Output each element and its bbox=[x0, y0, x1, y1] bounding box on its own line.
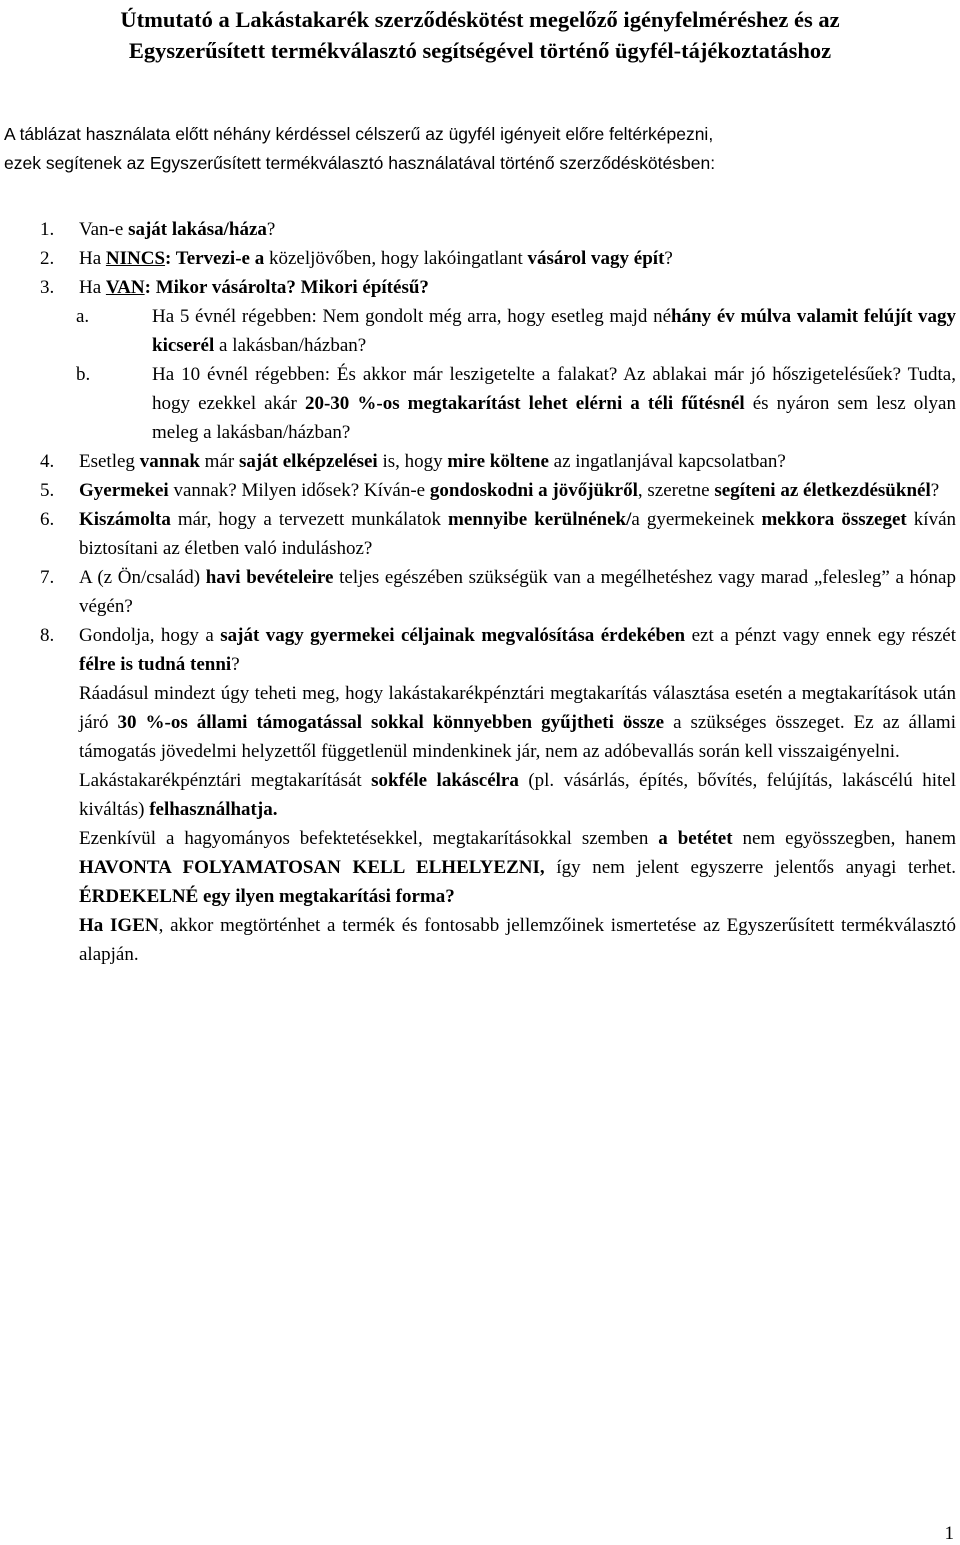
item-number: 6. bbox=[40, 509, 55, 530]
bold-text: segíteni az életkezdésüknél bbox=[714, 480, 931, 501]
question-list bbox=[40, 215, 956, 969]
paragraph-monthly-deposit bbox=[40, 824, 956, 911]
document-title bbox=[0, 4, 960, 66]
text: Ha bbox=[79, 277, 106, 298]
bold-text: félre is tudná tenni bbox=[79, 654, 232, 675]
bold-text: saját elképzelései bbox=[238, 451, 378, 472]
text: vannak? Milyen idősek? Kíván-e bbox=[168, 480, 430, 501]
bold-text: : Mikor vásárolta? Mikori építésű? bbox=[144, 277, 429, 298]
text: , szeretne bbox=[637, 480, 715, 501]
question-5 bbox=[40, 476, 956, 505]
intro-line-2: ezek segítenek az Egyszerűsített termékválasztó használatával történő szerződéskötésben: bbox=[4, 153, 716, 173]
underlined-text: NINCS bbox=[105, 248, 166, 269]
text: Gondolja, hogy a bbox=[79, 625, 221, 646]
underlined-text: VAN bbox=[105, 277, 145, 298]
item-number: 4. bbox=[40, 451, 55, 472]
question-4 bbox=[40, 447, 956, 476]
text: ? bbox=[266, 219, 276, 240]
text: már bbox=[199, 451, 239, 472]
text: ? bbox=[664, 248, 673, 269]
bold-text: mekkora összeget bbox=[761, 509, 907, 530]
text: és nyáron sem lesz olyan meleg a lakásban/házban? bbox=[152, 393, 956, 443]
item-number: 1. bbox=[40, 219, 55, 240]
text: A (z Ön/család) bbox=[79, 567, 206, 588]
text: Lakástakarékpénztári megtakarítását bbox=[79, 770, 372, 791]
text: Esetleg bbox=[79, 451, 140, 472]
intro-text bbox=[4, 120, 956, 178]
question-2 bbox=[40, 244, 956, 273]
bold-text: sokféle lakáscélra bbox=[371, 770, 519, 791]
question-7 bbox=[40, 563, 956, 621]
text: a gyermekeinek bbox=[631, 509, 762, 530]
text: Ezenkívül a hagyományos befektetésekkel, megtakarításokkal szemben bbox=[79, 828, 659, 849]
text: ezt a pénzt vagy ennek egy részét bbox=[685, 625, 956, 646]
bold-text: mire költene bbox=[447, 451, 549, 472]
bold-text: felhasználhatja. bbox=[149, 799, 278, 820]
item-letter: a. bbox=[76, 306, 90, 327]
bold-text: havi bevételeire bbox=[205, 567, 334, 588]
question-3 bbox=[40, 273, 956, 302]
text: közeljövőben, hogy lakóingatlant bbox=[264, 248, 528, 269]
bold-text: hány év múlva valamit felújít vagy kicserél bbox=[152, 306, 956, 356]
text: így nem jelent egyszerre jelentős anyagi terhet. bbox=[544, 857, 957, 878]
bold-text: saját vagy gyermekei céljainak megvalósítása érdekében bbox=[220, 625, 686, 646]
item-letter: b. bbox=[76, 364, 91, 385]
bold-text: gondoskodni a jövőjükről bbox=[429, 480, 638, 501]
text: Ha bbox=[79, 248, 106, 269]
text: ? bbox=[231, 654, 240, 675]
title-line-1: Útmutató a Lakástakarék szerződéskötést megelőző igényfelméréshez és az bbox=[120, 7, 840, 32]
sub-question-a bbox=[76, 302, 956, 360]
question-8 bbox=[40, 621, 956, 679]
text: (pl. vásárlás, építés, bővítés, felújítás, lakáscélú hitel kiváltás) bbox=[79, 770, 956, 820]
bold-text: 30 %-os állami támogatással sokkal könnyebben gyűjtheti össze bbox=[117, 712, 665, 733]
intro-line-1: A táblázat használata előtt néhány kérdéssel célszerű az ügyfél igényeit előre feltérképezni, bbox=[4, 124, 714, 144]
text: már, hogy a tervezett munkálatok bbox=[170, 509, 449, 530]
page-number: 1 bbox=[944, 1523, 954, 1544]
text: teljes egészében szükségük van a megélhetéshez vagy marad „felesleg” a hónap végén? bbox=[79, 567, 956, 617]
bold-text: vannak bbox=[139, 451, 200, 472]
question-1 bbox=[40, 215, 956, 244]
text: a lakásban/házban? bbox=[214, 335, 367, 356]
paragraph-if-yes bbox=[40, 911, 956, 969]
bold-text: : Tervezi-e a bbox=[165, 248, 265, 269]
bold-text: 20-30 %-os megtakarítást lehet elérni a téli fűtésnél bbox=[304, 393, 745, 414]
bold-text: ÉRDEKELNÉ egy ilyen megtakarítási forma? bbox=[79, 886, 455, 907]
bold-text: HAVONTA FOLYAMATOSAN KELL ELHELYEZNI, bbox=[79, 857, 545, 878]
text: az ingatlanjával kapcsolatban? bbox=[548, 451, 786, 472]
paragraph-usage bbox=[40, 766, 956, 824]
item-number: 7. bbox=[40, 567, 55, 588]
text: Ha 10 évnél régebben: És akkor már leszigetelte a falakat? Az ablakai már jó hőszigetelésűek? Tudta, hogy ezekkel akár bbox=[152, 364, 956, 414]
text: Van-e bbox=[79, 219, 129, 240]
text: Ráadásul mindezt úgy teheti meg, hogy lakástakarékpénztári megtakarítás választása esetén a megtakarítások után járó bbox=[79, 683, 956, 733]
text: ? bbox=[930, 480, 940, 501]
text: a szükséges összeget. Ez az állami támogatás jövedelmi helyzettől függetlenül mindenkinek jár, nem az adóbevallás során kell visszaigényelni. bbox=[79, 712, 956, 762]
bold-text: mennyibe kerülnének/ bbox=[448, 509, 632, 530]
text: nem egyösszegben, hanem bbox=[732, 828, 956, 849]
text: Ha 5 évnél régebben: Nem gondolt még arra, hogy esetleg majd né bbox=[152, 306, 672, 327]
sub-question-b bbox=[76, 360, 956, 447]
question-6 bbox=[40, 505, 956, 563]
bold-text: a betétet bbox=[658, 828, 733, 849]
item-number: 3. bbox=[40, 277, 55, 298]
paragraph-state-support bbox=[40, 679, 956, 766]
bold-text: Kiszámolta bbox=[79, 509, 171, 530]
bold-text: Ha IGEN bbox=[79, 915, 159, 936]
bold-text: vásárol vagy épít bbox=[527, 248, 665, 269]
item-number: 2. bbox=[40, 248, 55, 269]
text: , akkor megtörténhet a termék és fontosabb jellemzőinek ismertetése az Egyszerűsített termékválasztó alapján. bbox=[79, 915, 956, 965]
bold-text: saját lakása/háza bbox=[128, 219, 267, 240]
text: is, hogy bbox=[377, 451, 448, 472]
bold-text: Gyermekei bbox=[79, 480, 169, 501]
text: kíván biztosítani az életben való induláshoz? bbox=[79, 509, 957, 559]
item-number: 5. bbox=[40, 480, 55, 501]
item-number: 8. bbox=[40, 625, 55, 646]
title-line-2: Egyszerűsített termékválasztó segítségével történő ügyfél-tájékoztatáshoz bbox=[128, 38, 832, 63]
